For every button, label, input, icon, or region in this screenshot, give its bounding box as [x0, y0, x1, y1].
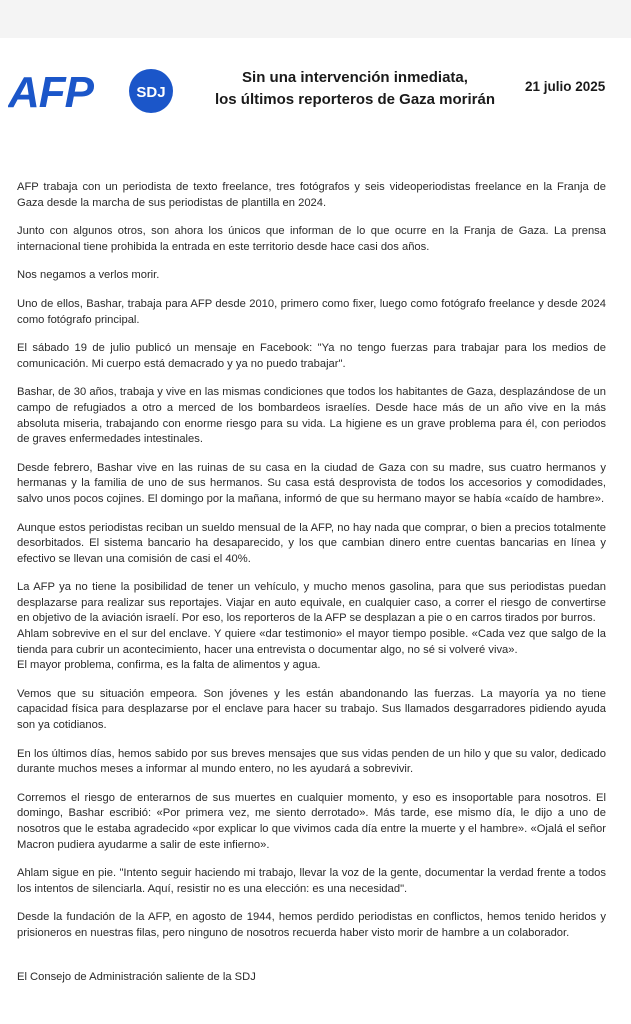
- signature: El Consejo de Administración saliente de la SDJ: [17, 971, 256, 983]
- paragraph-14: Corremos el riesgo de enterarnos de sus muertes en cualquier momento, y eso es insoportable para nosotros. El domingo, Bashar escribió: «Por primera vez, me siento derrotado». Más tarde, ese mismo día, le dijo a uno de nosotros que le estaba agradecido «por explicar lo que vivimos cada día entre la muerte y el hambre». «Ojalá el señor Macron pudiera ayudarme a salir de este infierno».: [17, 791, 606, 851]
- article-body: [17, 180, 606, 955]
- paragraph-10: Ahlam sobrevive en el sur del enclave. Y quiere «dar testimonio» el mayor tiempo posible. «Cada vez que salgo de la tienda para cubrir un acontecimiento, hacer una entrevista o documentar algo, no sé si volveré viva».: [17, 628, 606, 656]
- paragraph-15: Ahlam sigue en pie. "Intento seguir haciendo mi trabajo, llevar la voz de la gente, documentar la verdad frente a todos los intentos de silenciarla. Aquí, resistir no es una elección: es una necesidad".: [17, 867, 606, 895]
- afp-sdj-logo: [8, 65, 178, 115]
- paragraph-2: Junto con algunos otros, son ahora los únicos que informan de lo que ocurre en la Franja de Gaza. La prensa internacional tiene prohibida la entrada en este territorio desde hace casi dos años.: [17, 225, 606, 253]
- document-date: 21 julio 2025: [525, 79, 606, 94]
- paragraph-1: AFP trabaja con un periodista de texto freelance, tres fotógrafos y seis videoperiodistas freelance en la Franja de Gaza desde la marcha de sus periodistas de plantilla en 2024.: [17, 181, 606, 209]
- paragraph-7: Desde febrero, Bashar vive en las ruinas de su casa en la ciudad de Gaza con su madre, sus cuatro hermanos y hermanas y la familia de uno de sus hermanos. Su casa está desprovista de todos los accesorios y comodidades, salvo unos pocos cojines. El domingo por la mañana, informó de que su hermano mayor se había «caído de hambre».: [17, 461, 606, 505]
- paragraph-16: Desde la fundación de la AFP, en agosto de 1944, hemos perdido periodistas en conflictos, hemos tenido heridos y prisioneros en nuestras filas, pero ninguno de nosotros recuerda haber visto morir de hambre a un colaborador.: [17, 911, 606, 939]
- afp-logo-text: AFP: [8, 68, 93, 115]
- paragraph-13: En los últimos días, hemos sabido por sus breves mensajes que sus vidas penden de un hilo y que su valor, dedicado durante muchos meses a informar al mundo entero, no les ayudará a sobrevivir.: [17, 747, 606, 776]
- paragraph-9: La AFP ya no tiene la posibilidad de tener un vehículo, y mucho menos gasolina, para que sus periodistas puedan desplazarse para realizar sus reportajes. Viajar en auto equivale, en cualquier caso, a correr el riesgo de convertirse en objetivo de la aviación israelí. Por eso, los reporteros de la AFP se desplazan a pie o en carros tirados por burros.: [17, 581, 606, 625]
- title-line-1: Sin una intervención inmediata,: [242, 69, 468, 86]
- top-bar: [0, 0, 631, 38]
- paragraph-12: Vemos que su situación empeora. Son jóvenes y les están abandonando las fuerzas. La mayoría ya no tiene capacidad física para desplazarse por el enclave para hacer su trabajo. Sus llamados desgarradores pidiendo ayuda son ya cotidianos.: [17, 687, 606, 732]
- title-line-2: los últimos reporteros de Gaza morirán: [214, 91, 496, 108]
- paragraph-5: El sábado 19 de julio publicó un mensaje en Facebook: "Ya no tengo fuerzas para trabajar para los medios de comunicación. Mi cuerpo está demacrado y ya no puedo trabajar".: [17, 342, 606, 370]
- document-header: [0, 55, 631, 125]
- paragraph-4: Uno de ellos, Bashar, trabaja para AFP desde 2010, primero como fixer, luego como fotógrafo freelance y desde 2024 como fotógrafo principal.: [17, 297, 606, 326]
- paragraph-3: Nos negamos a verlos morir.: [17, 269, 160, 282]
- page-title: [190, 67, 520, 111]
- sdj-logo-text: SDJ: [136, 84, 166, 101]
- paragraph-8: Aunque estos periodistas reciban un sueldo mensual de la AFP, no hay nada que comprar, o bien a precios totalmente desorbitados. El sistema bancario ha desaparecido, y los que cambian dinero entre cuentas bancarias en línea y efectivo se llevan una comisión de casi el 40%.: [17, 521, 606, 565]
- paragraph-11: El mayor problema, confirma, es la falta de alimentos y agua.: [17, 659, 321, 672]
- paragraph-6: Bashar, de 30 años, trabaja y vive en las mismas condiciones que todos los habitantes de Gaza, desplazándose de un campo de refugiados a otro a merced de los bombardeos israelíes. Desde hace más de un año vive en la más absoluta miseria, trabajando con enorme riesgo para su vida. La higiene es un grave problema para él, con periodos de graves enfermedades intestinales.: [17, 386, 606, 446]
